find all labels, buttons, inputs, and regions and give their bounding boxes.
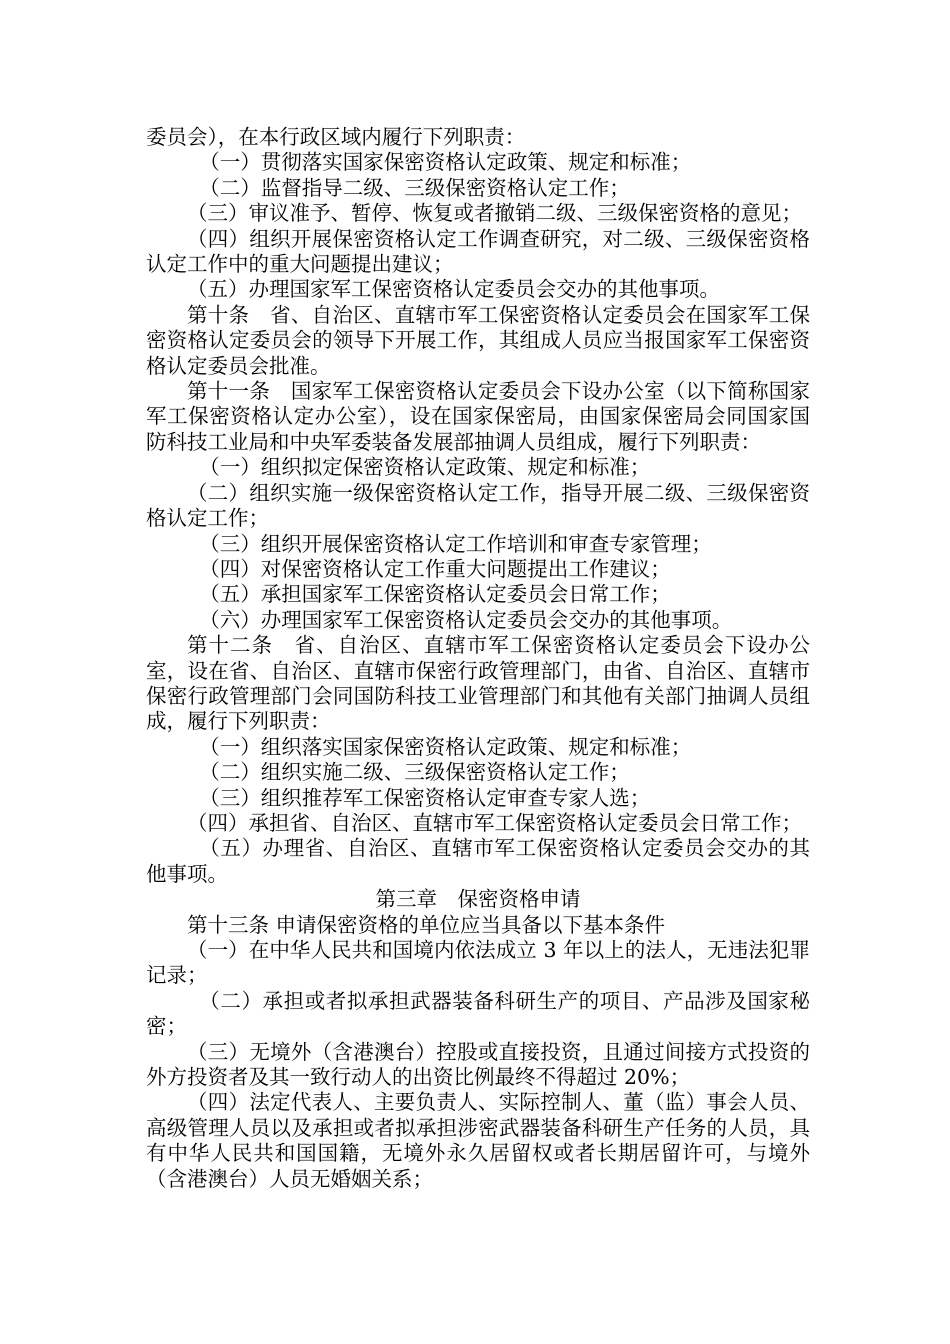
article-11-item-6: （六）办理国家军工保密资格认定委员会交办的其他事项。 xyxy=(199,607,733,632)
article-13-item-4: （四）法定代表人、主要负责人、实际控制人、董（监）事会人员、高级管理人员以及承担或者拟承担涉密武器装备科研生产任务的人员，具有中华人民共和国国籍，无境外永久居留权或者长期居留许可，与境外（含港澳台）人员无婚姻关系； xyxy=(146,1090,810,1191)
article-11-item-2: （二）组织实施一级保密资格认定工作，指导开展二级、三级保密资格认定工作； xyxy=(146,480,810,531)
article-13-item-2: （二）承担或者拟承担武器装备科研生产的项目、产品涉及国家秘密； xyxy=(146,988,810,1039)
article-10: 第十条 省、自治区、直辖市军工保密资格认定委员会在国家军工保密资格认定委员会的领导下开展工作，其组成人员应当报国家军工保密资格认定委员会批准。 xyxy=(146,302,810,378)
paragraph-committee-duties-intro: 委员会），在本行政区域内履行下列职责： xyxy=(146,125,526,149)
article-12-item-5: （五）办理省、自治区、直辖市军工保密资格认定委员会交办的其他事项。 xyxy=(146,836,810,886)
paragraph-item-1: （一）贯彻落实国家保密资格认定政策、规定和标准； xyxy=(199,150,692,175)
paragraph-item-5: （五）办理国家军工保密资格认定委员会交办的其他事项。 xyxy=(187,277,720,302)
document-page xyxy=(146,125,810,1192)
paragraph-item-4: （四）组织开展保密资格认定工作调查研究，对二级、三级保密资格认定工作中的重大问题提出建议； xyxy=(146,226,810,277)
paragraph-item-3: （三）审议准予、暂停、恢复或者撤销二级、三级保密资格的意见； xyxy=(187,201,802,226)
paragraph-item-2: （二）监督指导二级、三级保密资格认定工作； xyxy=(199,175,630,200)
article-13: 第十三条 申请保密资格的单位应当具备以下基本条件 xyxy=(187,912,666,937)
article-12-item-1: （一）组织落实国家保密资格认定政策、规定和标准； xyxy=(199,734,692,759)
article-11-item-3: （三）组织开展保密资格认定工作培训和审查专家管理； xyxy=(199,531,712,556)
article-11-item-4: （四）对保密资格认定工作重大问题提出工作建议； xyxy=(199,556,671,581)
article-12-item-4: （四）承担省、自治区、直辖市军工保密资格认定委员会日常工作； xyxy=(187,810,802,835)
chapter-3-heading: 第三章 保密资格申请 xyxy=(375,887,581,912)
article-12: 第十二条 省、自治区、直辖市军工保密资格认定委员会下设办公室，设在省、自治区、直辖市保密行政管理部门，由省、自治区、直辖市保密行政管理部门会同国防科技工业管理部门和其他有关部门抽调人员组成，履行下列职责： xyxy=(146,633,810,734)
article-12-item-2: （二）组织实施二级、三级保密资格认定工作； xyxy=(199,760,630,785)
article-13-item-3: （三）无境外（含港澳台）控股或直接投资，且通过间接方式投资的外方投资者及其一致行动人的出资比例最终不得超过 20%； xyxy=(146,1039,810,1090)
article-13-item-1: （一）在中华人民共和国境内依法成立 3 年以上的法人，无违法犯罪记录； xyxy=(146,938,810,988)
article-12-item-3: （三）组织推荐军工保密资格认定审查专家人选； xyxy=(199,785,651,810)
article-11: 第十一条 国家军工保密资格认定委员会下设办公室（以下简称国家军工保密资格认定办公室），设在国家保密局，由国家保密局会同国家国防科技工业局和中央军委装备发展部抽调人员组成，履行下列职责： xyxy=(146,379,810,454)
article-11-item-1: （一）组织拟定保密资格认定政策、规定和标准； xyxy=(199,455,651,480)
article-11-item-5: （五）承担国家军工保密资格认定委员会日常工作； xyxy=(199,582,671,607)
